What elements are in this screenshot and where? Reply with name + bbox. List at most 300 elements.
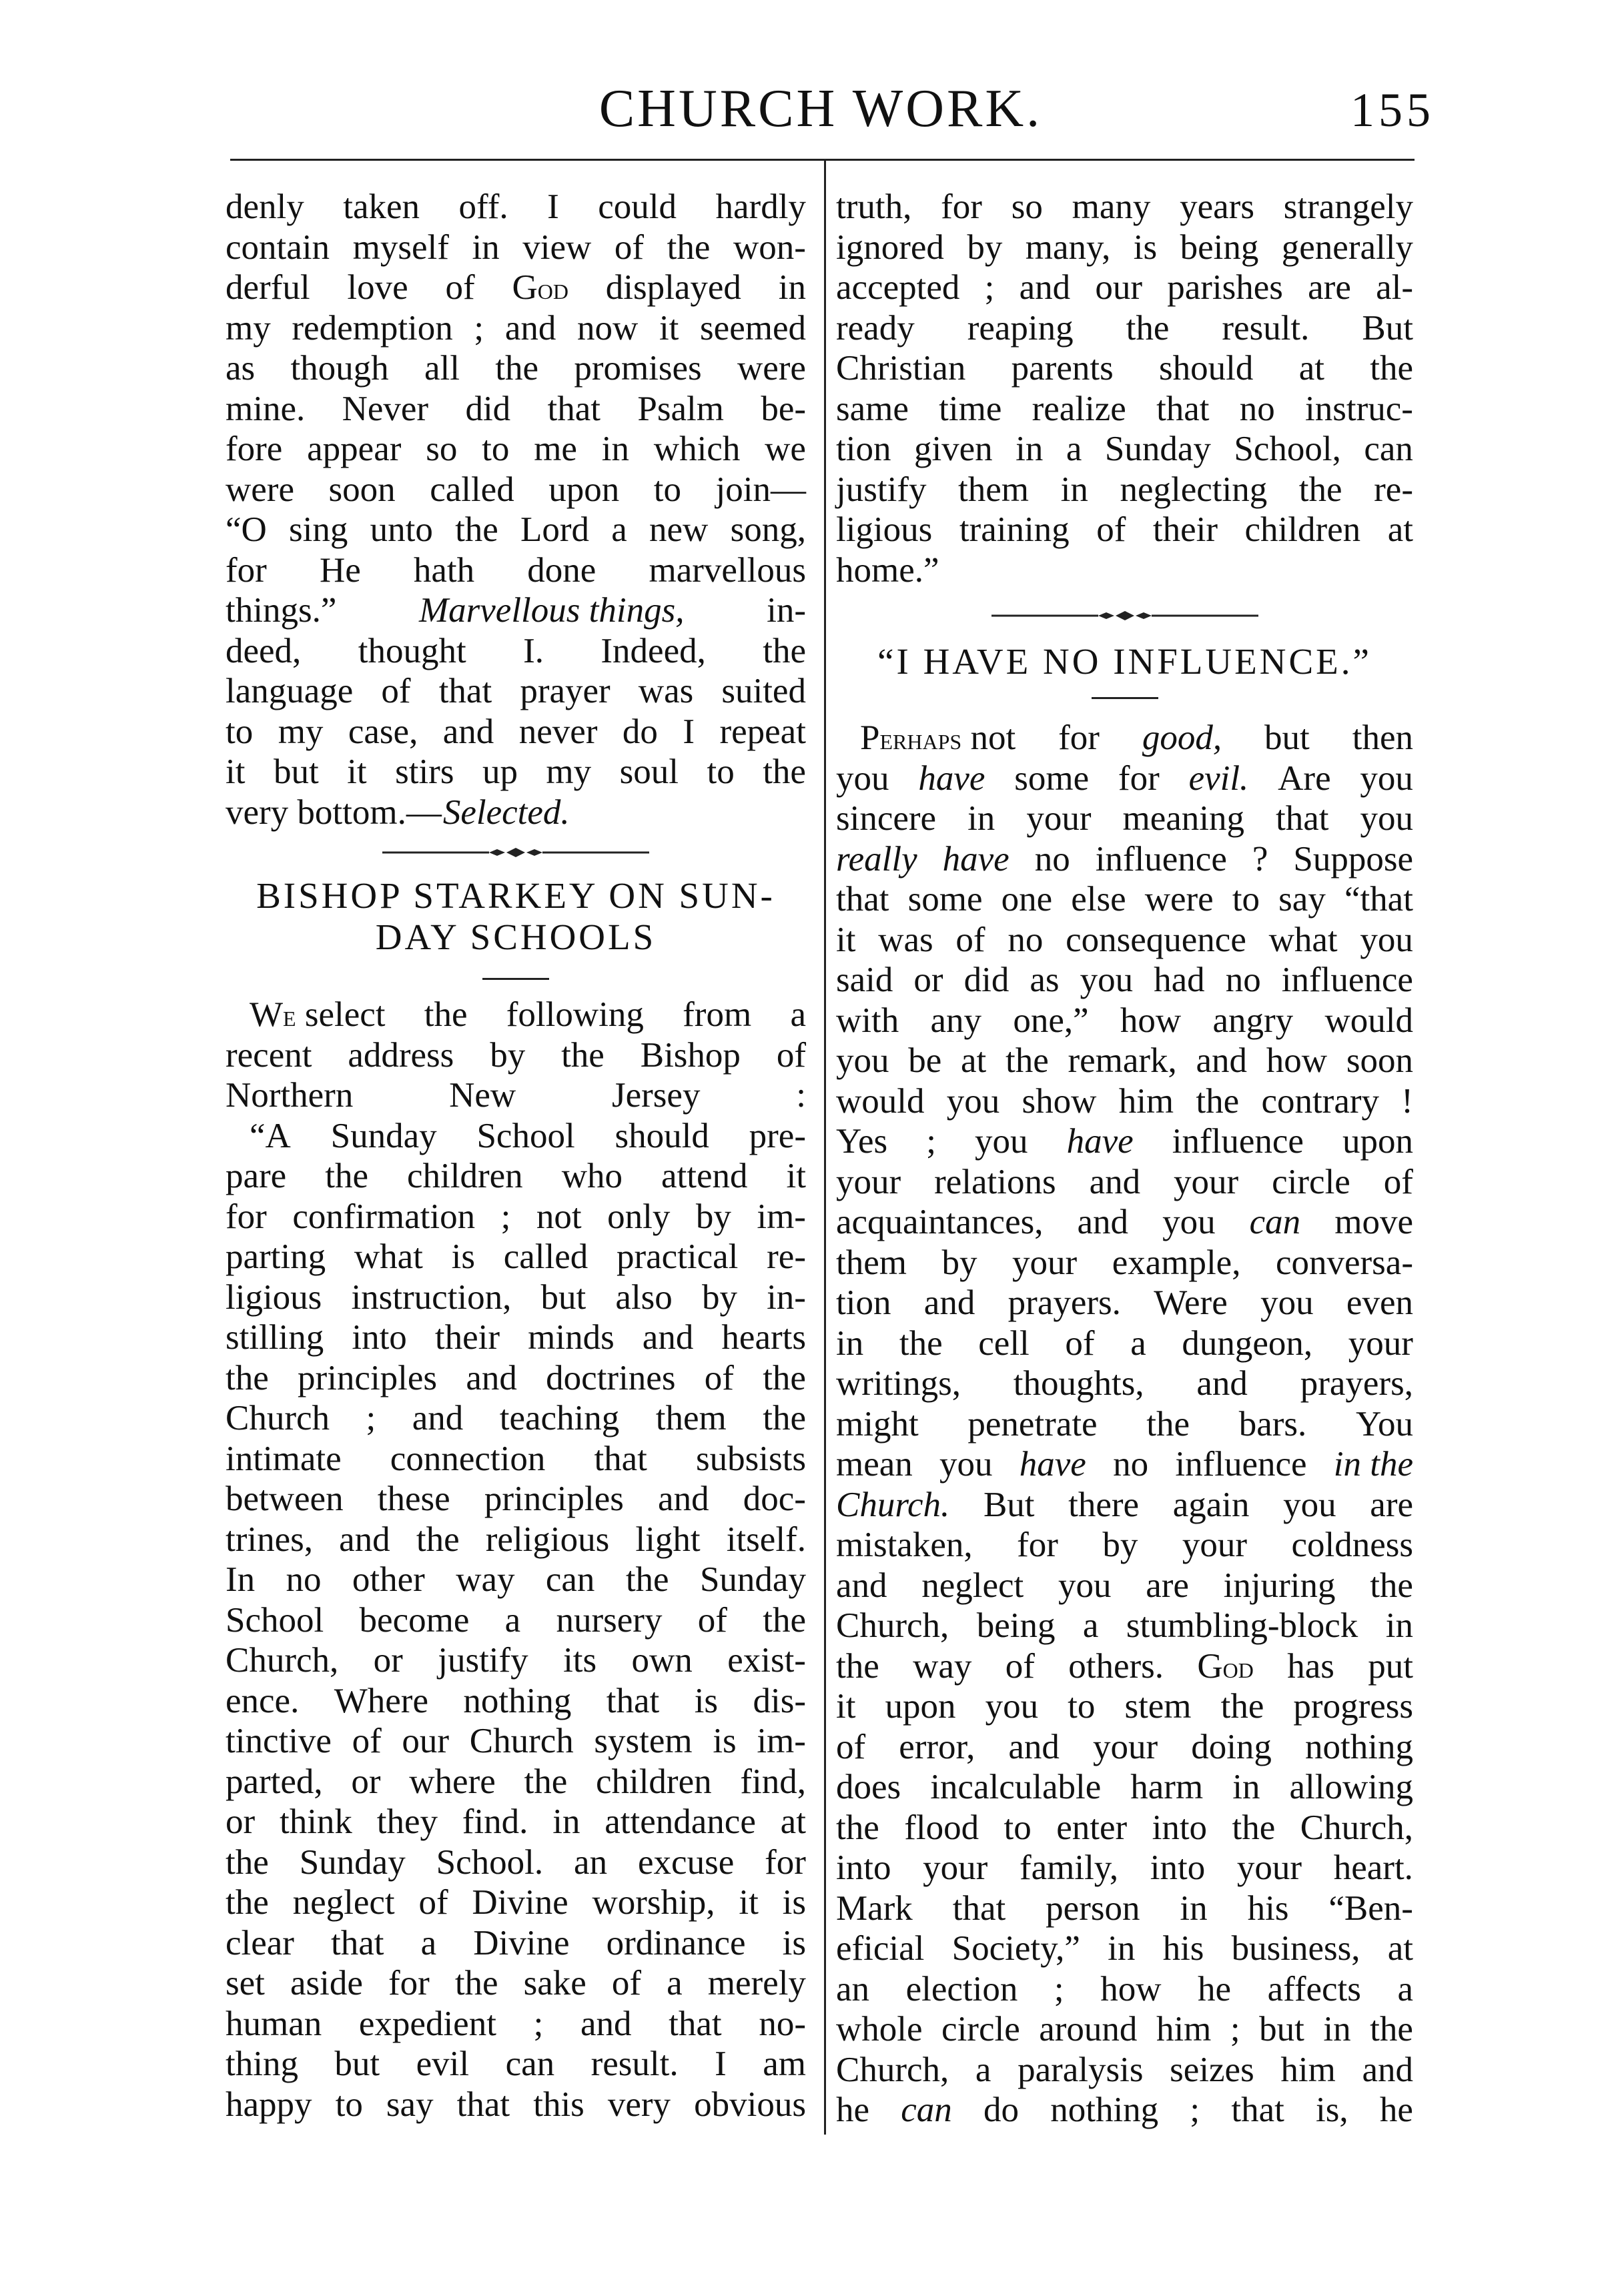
word: and [504, 308, 556, 348]
word: his [1162, 1929, 1204, 1968]
word: many [1072, 187, 1151, 226]
word: whole [836, 2010, 923, 2049]
word: else [1071, 880, 1126, 919]
word: ! [1401, 1081, 1413, 1121]
word: displayed [605, 268, 741, 307]
text-line [836, 2090, 1413, 2131]
word: in [778, 268, 806, 307]
word: eficial [836, 1929, 925, 1968]
word: Were [1154, 1283, 1228, 1322]
word: God [1197, 1646, 1254, 1687]
word: affects [1267, 1969, 1361, 2008]
word: your [1174, 1162, 1239, 1201]
word: that [1275, 799, 1329, 838]
text-line [226, 1842, 806, 1883]
word: our [1095, 268, 1142, 307]
word: language [226, 672, 354, 710]
word: circle [1272, 1162, 1350, 1201]
word: but [1264, 718, 1310, 757]
word: being [976, 1606, 1056, 1645]
word: of [1383, 1162, 1413, 1201]
word: im- [757, 1197, 806, 1236]
word: or [351, 1762, 381, 1801]
word: and [339, 1520, 390, 1559]
word: and [1008, 1727, 1060, 1766]
smallcap-text: erhaps [879, 722, 962, 756]
word: in [1180, 1888, 1208, 1928]
word: where [409, 1762, 496, 1801]
word: Never [342, 389, 429, 428]
word: promises [574, 349, 702, 388]
word: a [504, 1600, 521, 1640]
word: new [649, 510, 709, 549]
word: do [622, 712, 658, 751]
word: the [1370, 349, 1413, 388]
word: children [595, 1762, 712, 1801]
word: does [836, 1768, 901, 1806]
word: of [955, 920, 985, 959]
word: progress [1293, 1687, 1413, 1726]
word: Mark [836, 1888, 913, 1928]
word: and [1089, 1162, 1141, 1201]
word: that [1156, 389, 1210, 428]
word: of [697, 1600, 727, 1640]
word: accepted [836, 268, 960, 307]
text-line [226, 1640, 806, 1681]
word: a [667, 1964, 683, 2002]
text-line [226, 631, 806, 672]
word: attendance [605, 1802, 756, 1841]
word: have [1019, 1445, 1086, 1484]
word: consequence [1066, 920, 1246, 959]
text-line [836, 758, 1413, 799]
word: but [540, 1277, 586, 1317]
word: injuring [1223, 1566, 1336, 1605]
word: children [1244, 510, 1361, 549]
word: your [1348, 1323, 1413, 1363]
word: im- [757, 1722, 806, 1760]
word: mine. [226, 389, 306, 428]
word: meaning [1122, 799, 1244, 838]
word: we [765, 430, 806, 468]
word: not [536, 1197, 582, 1236]
word: thing [226, 2045, 298, 2083]
word: intimate [226, 1439, 342, 1478]
left-intro-paragraph [226, 187, 806, 792]
word: might [836, 1404, 919, 1444]
word: but [334, 2045, 380, 2083]
text-line [226, 2085, 806, 2125]
article-heading-influence: “I HAVE NO INFLUENCE.” [877, 641, 1372, 682]
word: teaching [499, 1399, 620, 1438]
word: in the [1333, 1445, 1413, 1484]
word: how [1120, 1001, 1182, 1040]
word: a [1397, 1969, 1413, 2008]
word: as [226, 349, 256, 388]
word: We select [250, 995, 385, 1035]
word: were [226, 470, 294, 509]
word: the [226, 1883, 269, 1922]
word: for [1058, 718, 1100, 757]
word: Perhaps not [860, 718, 1016, 758]
word: a [1130, 1323, 1146, 1363]
word: some [1014, 758, 1090, 798]
word: following [506, 995, 644, 1034]
word: and [642, 1318, 694, 1357]
word: into [1150, 1848, 1206, 1887]
word: given [913, 430, 993, 468]
word: coldness [1291, 1526, 1413, 1564]
word: thought [358, 631, 466, 670]
word: and [1196, 1364, 1248, 1403]
text-line [226, 2044, 806, 2085]
word: to [653, 470, 682, 509]
word: and [836, 1566, 887, 1605]
word: what [354, 1237, 423, 1276]
word: taken [343, 187, 420, 226]
word: practical [616, 1237, 739, 1276]
text-line [836, 1243, 1413, 1283]
word: nothing [1050, 2091, 1159, 2129]
word: that [456, 2085, 510, 2124]
word: excuse [638, 1842, 735, 1882]
word: also [615, 1277, 673, 1317]
word: contrary [1261, 1081, 1380, 1121]
word: again [1172, 1485, 1250, 1524]
word: these [377, 1480, 450, 1518]
word: the [1298, 470, 1342, 509]
word: the [763, 1399, 806, 1438]
word: realize [1032, 389, 1126, 428]
word: tion [836, 1283, 891, 1322]
word: influence [1172, 1122, 1304, 1161]
word: Where [334, 1681, 428, 1720]
word: you [1360, 758, 1413, 798]
word: ? [1252, 839, 1268, 879]
word: who [561, 1157, 623, 1195]
word: so [1011, 187, 1043, 226]
word: that [952, 1888, 1006, 1928]
word: redemption [292, 308, 453, 348]
word: Sunday [299, 1842, 406, 1882]
word: or [913, 961, 943, 999]
text-line [226, 1479, 806, 1520]
word: ignored [836, 227, 944, 267]
word: no [1008, 920, 1044, 959]
word: doctrines [546, 1358, 676, 1397]
word: be [908, 1041, 942, 1080]
text-line [226, 1277, 806, 1318]
running-title: CHURCH WORK. [598, 79, 1043, 138]
word: called [430, 470, 514, 509]
word: doing [1191, 1727, 1272, 1766]
word: of [352, 1722, 382, 1760]
text-line [836, 348, 1413, 389]
word: at [1298, 349, 1324, 388]
word: human [226, 2004, 322, 2043]
text-line [836, 1808, 1413, 1848]
word: way [913, 1646, 972, 1686]
word: very [607, 2085, 671, 2124]
word: contain [226, 227, 330, 267]
text-line [226, 470, 806, 510]
word: there [1068, 1485, 1140, 1524]
word: the [1126, 308, 1170, 348]
word: deed, [226, 631, 302, 670]
word: doc- [743, 1480, 806, 1518]
word: or [373, 1641, 403, 1680]
word: an [574, 1842, 608, 1882]
text-line [836, 1606, 1413, 1646]
word: am [763, 2045, 806, 2083]
word: parents [1011, 349, 1114, 388]
word: to [707, 752, 735, 791]
word: in [1108, 1929, 1136, 1968]
word: him [1118, 1081, 1174, 1121]
word: Yes [836, 1122, 888, 1161]
word: ligious [836, 510, 933, 549]
word: in [1016, 430, 1044, 468]
word: in [472, 227, 500, 267]
word: suited [721, 672, 806, 710]
word: good, [1142, 718, 1222, 757]
word: the [763, 631, 806, 670]
word: Are [1278, 758, 1331, 798]
word: case, [348, 712, 418, 751]
text-line [836, 1848, 1413, 1888]
word: were [737, 349, 806, 388]
text-line [836, 510, 1413, 550]
word: can [545, 1560, 595, 1599]
text-line [836, 920, 1413, 961]
word: Jersey [612, 1076, 701, 1115]
word: find, [740, 1762, 806, 1801]
text-line [836, 1969, 1413, 2010]
word: should [615, 1116, 709, 1155]
word: with [836, 1001, 899, 1040]
word: ; [984, 268, 995, 307]
section-ornament-1 [226, 832, 806, 873]
word: attend [661, 1157, 748, 1195]
word: happy [226, 2085, 312, 2124]
word: He [319, 550, 361, 590]
word: parishes [1167, 268, 1283, 307]
word: upon [548, 470, 620, 509]
word: the [561, 1035, 605, 1075]
word: clear [226, 1923, 294, 1962]
word: by [1102, 1526, 1138, 1564]
word: stem [1124, 1687, 1192, 1726]
text-line [226, 1681, 806, 1722]
text-line [836, 1081, 1413, 1122]
word: upon [1342, 1122, 1413, 1161]
word: : [796, 1076, 806, 1115]
text-line [226, 1439, 806, 1480]
word: your [1182, 1526, 1247, 1564]
word: it [659, 308, 679, 348]
heading-line-2: DAY SCHOOLS [375, 917, 657, 957]
word: never [518, 712, 598, 751]
word: But [983, 1485, 1035, 1524]
word: at [1387, 510, 1413, 549]
word: now [577, 308, 639, 348]
word: that [438, 672, 492, 710]
selected-attribution: Selected. [442, 792, 570, 832]
text-line [836, 1404, 1413, 1445]
word: you [1162, 1203, 1216, 1241]
word: the [836, 1646, 879, 1686]
left-column [226, 187, 806, 2125]
word: Sunday [699, 1560, 806, 1599]
word: School [226, 1600, 324, 1640]
selected-line-prefix: very bottom.— [226, 792, 442, 832]
text-line [836, 1121, 1413, 1162]
word: this [533, 2085, 584, 2124]
word: which [653, 430, 741, 468]
text-line [226, 671, 806, 712]
text-line [836, 1888, 1413, 1929]
word: justify [438, 1641, 528, 1680]
word: of [1005, 1646, 1035, 1686]
word: their [434, 1318, 500, 1357]
word: and [412, 1399, 464, 1438]
word: address [348, 1035, 454, 1075]
word: no [1225, 961, 1261, 999]
word: in [1060, 470, 1088, 509]
text-line [226, 308, 806, 349]
dropcap-letter: P [860, 718, 880, 757]
word: cell [978, 1323, 1030, 1363]
word: sake [523, 1964, 586, 2002]
text-line [836, 1646, 1413, 1687]
word: influence [1281, 961, 1413, 999]
word: election [905, 1969, 1018, 2008]
word: the [454, 1964, 498, 2002]
word: flood [904, 1808, 979, 1847]
word: is [782, 1923, 806, 1962]
word: ; [1054, 1969, 1064, 2008]
word: them [836, 1243, 907, 1282]
text-line [226, 187, 806, 227]
word: its [563, 1641, 597, 1680]
text-line [836, 1001, 1413, 1041]
word: you [985, 1687, 1039, 1726]
word: had [1154, 961, 1205, 999]
word: is [451, 1237, 475, 1276]
header-rule [230, 159, 1415, 161]
word: our [402, 1722, 450, 1760]
word: by [967, 227, 1003, 267]
word: of [418, 1883, 448, 1922]
word: nothing [463, 1681, 572, 1720]
word: any [930, 1001, 982, 1040]
text-line [226, 1156, 806, 1197]
text-line [836, 879, 1413, 920]
word: the [455, 510, 498, 549]
text-line [226, 510, 806, 550]
word: “that [1344, 880, 1413, 919]
word: you [836, 758, 889, 798]
heading-short-rule [482, 978, 549, 980]
text-line [226, 712, 806, 752]
word: by [695, 1197, 731, 1236]
word: between [226, 1480, 344, 1518]
word: in- [767, 1277, 806, 1317]
word: are [1308, 268, 1351, 307]
word: soon [1346, 1041, 1413, 1080]
word: stumbling-block [1126, 1606, 1358, 1645]
heading-line-1: BISHOP STARKEY ON SUN- [256, 875, 775, 916]
text-line [226, 227, 806, 268]
word: to [482, 430, 510, 468]
word: seemed [700, 308, 806, 348]
word: upon [885, 1687, 956, 1726]
text-line [836, 429, 1413, 470]
text-line [836, 470, 1413, 510]
word: you [1360, 799, 1413, 838]
word: in [1232, 1768, 1260, 1806]
word: hearts [721, 1318, 806, 1357]
word: home.” [836, 550, 939, 590]
word: the [226, 1842, 269, 1882]
word: Divine [473, 1923, 570, 1962]
ornament-rule-icon [991, 609, 1258, 622]
word: aside [290, 1964, 363, 2002]
word: find. [462, 1802, 528, 1841]
text-line [226, 1075, 806, 1116]
text-line [836, 960, 1413, 1001]
word: your [836, 1162, 901, 1201]
text-line [836, 718, 1413, 758]
word: can [1249, 1203, 1301, 1241]
word: that [594, 1439, 647, 1478]
word: in [1323, 2010, 1351, 2049]
word: ligious [226, 1277, 322, 1317]
text-line [836, 1323, 1413, 1364]
word: that [547, 389, 601, 428]
word: you [939, 1445, 993, 1484]
word: at [961, 1041, 987, 1080]
word: But [1362, 308, 1413, 348]
text-line [836, 1363, 1413, 1404]
page-number: 155 [1350, 83, 1435, 137]
word: for [765, 1842, 806, 1882]
word: ; [500, 1197, 511, 1236]
word: others. [1068, 1646, 1164, 1686]
word: but [1259, 2010, 1304, 2049]
word: mean [836, 1445, 913, 1484]
word: and [466, 1358, 517, 1397]
word: of [614, 227, 645, 267]
text-line [226, 429, 806, 470]
word: did [963, 961, 1010, 999]
word: of [836, 1727, 866, 1766]
word: time [939, 389, 1002, 428]
word: that [1231, 2091, 1284, 2129]
word: it [836, 1687, 856, 1726]
word: marvellous [649, 550, 806, 590]
text-line [226, 348, 806, 389]
text-line [226, 1600, 806, 1641]
text-line [226, 752, 806, 792]
word: re- [767, 1237, 806, 1276]
word: the [1146, 1404, 1190, 1444]
word: sincere [836, 799, 937, 838]
text-line [226, 389, 806, 430]
word: so [426, 430, 458, 468]
word: paralysis [1018, 2050, 1144, 2089]
text-line [226, 590, 806, 631]
